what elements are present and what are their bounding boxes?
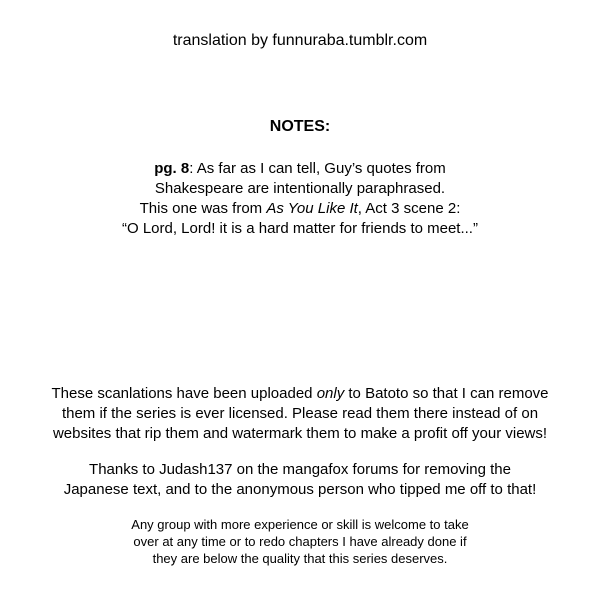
thanks-line-1: Thanks to Judash137 on the mangafox forums for removing the	[89, 461, 511, 478]
note-quote: “O Lord, Lord! it is a hard matter for friends to meet...”	[122, 220, 478, 237]
note-line-2: Shakespeare are intentionally paraphrased.	[154, 180, 446, 197]
note-line-3-post: , Act 3 scene 2:	[357, 200, 461, 217]
disclaimer-line-2: them if the series is ever licensed. Please read them there instead of on	[61, 405, 539, 422]
disclaimer-line-1	[0, 384, 600, 404]
note-line-1-text: : As far as I can tell, Guy’s quotes from	[189, 160, 446, 177]
group-invite-paragraph	[0, 516, 600, 567]
page-reference: pg. 8	[154, 160, 190, 177]
translation-note	[0, 159, 600, 239]
disclaimer-line-1-post: to Batoto so that I can remove	[344, 385, 549, 402]
play-title: As You Like It	[266, 200, 358, 217]
invite-line-1: Any group with more experience or skill is welcome to take	[131, 517, 469, 532]
translation-credit: translation by funnuraba.tumblr.com	[172, 32, 428, 49]
thanks-line-2: Japanese text, and to the anonymous person who tipped me off to that!	[63, 481, 537, 498]
note-line-3-pre: This one was from	[139, 200, 267, 217]
hosting-disclaimer	[0, 384, 600, 444]
invite-line-3: they are below the quality that this series deserves.	[152, 551, 448, 566]
note-line-1	[0, 159, 600, 179]
disclaimer-emphasis: only	[316, 385, 345, 402]
disclaimer-line-3: websites that rip them and watermark them to make a profit off your views!	[52, 425, 548, 442]
notes-heading: NOTES:	[269, 118, 331, 135]
invite-line-2: over at any time or to redo chapters I have already done if	[133, 534, 467, 549]
disclaimer-line-1-pre: These scanlations have been uploaded	[51, 385, 317, 402]
note-line-3	[0, 199, 600, 219]
thanks-paragraph	[0, 460, 600, 500]
